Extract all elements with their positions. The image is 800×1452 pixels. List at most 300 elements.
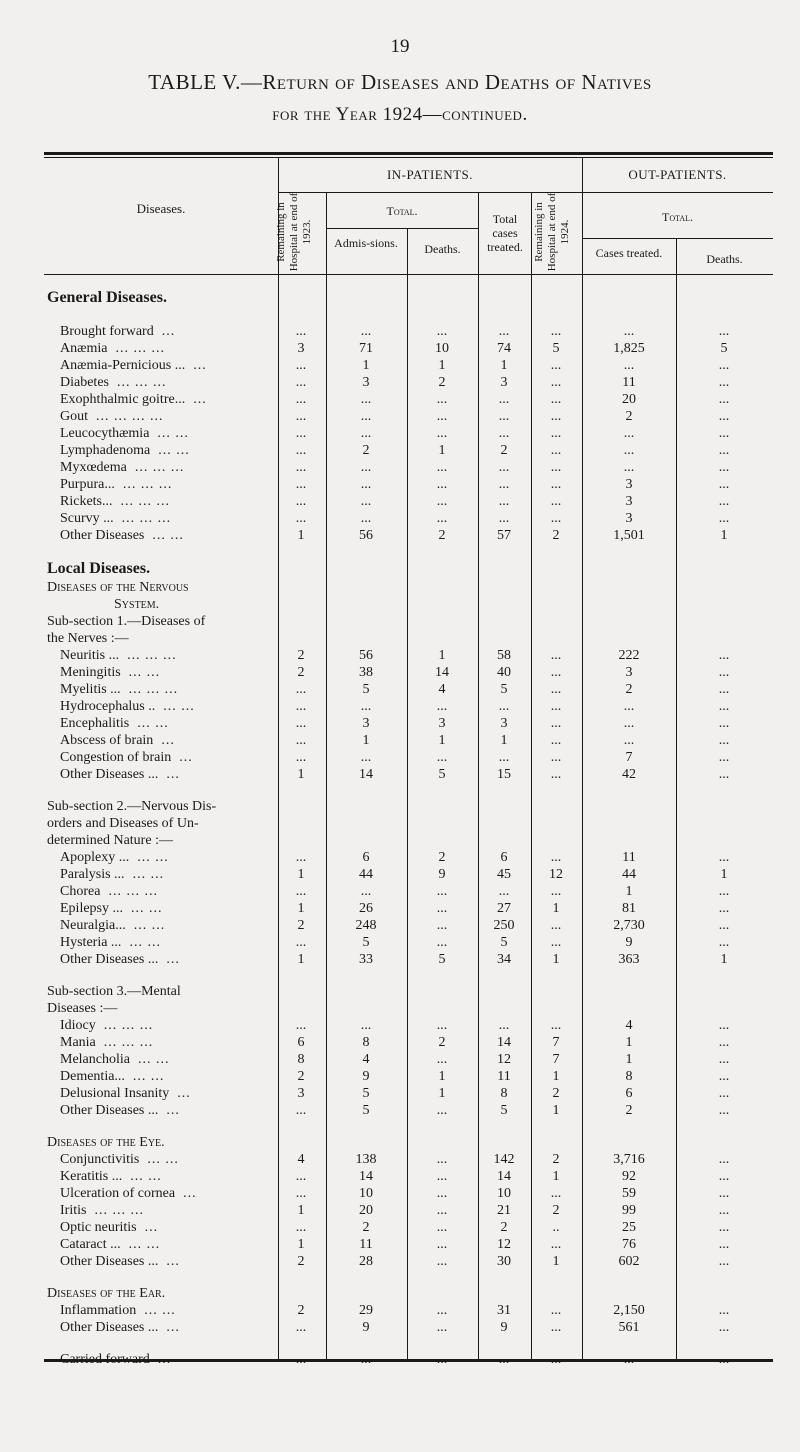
total-treated-cell: 9	[500, 1320, 508, 1335]
out-deaths-cell: ...	[718, 1052, 730, 1067]
deaths-cell: 9	[438, 867, 446, 882]
deaths-cell: ...	[436, 1103, 448, 1118]
table-row	[44, 935, 773, 952]
admissions-cell: ...	[360, 1018, 372, 1033]
admissions-cell: 29	[359, 1303, 373, 1318]
subsection-heading	[44, 816, 773, 833]
disease-name: Myxœdema	[60, 460, 127, 475]
disease-label	[60, 375, 166, 391]
out-deaths-cell: ...	[718, 884, 730, 899]
total-treated-cell: 27	[497, 901, 511, 916]
diseases-header: Diseases.	[136, 201, 186, 216]
out-patients-header: OUT-PATIENTS.	[628, 167, 727, 182]
subsection-heading	[44, 614, 773, 631]
remaining-1924-cell: ...	[550, 392, 562, 407]
disease-name: Rickets...	[60, 494, 113, 509]
leader-dots: ... ...	[157, 426, 189, 441]
leader-dots: ... ... ...	[120, 494, 170, 509]
remaining-1923-cell: 6	[297, 1035, 305, 1050]
table-row	[44, 1069, 773, 1086]
out-cases-cell: 3	[625, 477, 633, 492]
remaining-1923-cell: ...	[295, 1220, 307, 1235]
table-row	[44, 1237, 773, 1254]
remaining-1923-cell: ...	[295, 409, 307, 424]
remaining-1924-cell: 1	[552, 901, 560, 916]
subsection-heading	[44, 1286, 773, 1303]
deaths-cell: ...	[436, 409, 448, 424]
admissions-cell: 38	[359, 665, 373, 680]
out-cases-cell: ...	[623, 716, 635, 731]
deaths-cell: ...	[436, 884, 448, 899]
section-heading	[44, 289, 773, 306]
disease-label	[60, 443, 190, 459]
remaining-1924-cell: ...	[550, 460, 562, 475]
deaths-header: Deaths.	[424, 242, 461, 256]
total-treated-cell: ...	[498, 409, 510, 424]
header-bottom-rule	[44, 274, 773, 275]
leader-dots: ...	[193, 358, 207, 373]
remaining-1923-cell: ...	[295, 375, 307, 390]
remaining-1924-cell: 1	[552, 1103, 560, 1118]
remaining-1923-cell: 2	[297, 1069, 305, 1084]
leader-dots: ... ...	[131, 901, 163, 916]
table-row	[44, 358, 773, 375]
out-cases-cell: 3,716	[613, 1152, 645, 1167]
remaining-1923-cell: 1	[297, 528, 305, 543]
admissions-cell: ...	[360, 426, 372, 441]
disease-label	[60, 511, 171, 527]
admissions-cell: 2	[362, 443, 370, 458]
table-row	[44, 1186, 773, 1203]
out-cases-cell: 222	[618, 648, 640, 663]
disease-label	[60, 918, 165, 934]
out-deaths-cell: ...	[718, 1320, 730, 1335]
disease-label	[60, 1086, 191, 1102]
disease-label	[60, 1254, 180, 1270]
out-deaths-cell: ...	[718, 324, 730, 339]
admissions-cell: 9	[362, 1320, 370, 1335]
out-deaths-cell: 1	[720, 867, 728, 882]
total-treated-cell: ...	[498, 1352, 510, 1367]
in-patients-rule	[278, 192, 773, 193]
out-cases-cell: 2	[625, 1103, 633, 1118]
out-cases-cell: 602	[618, 1254, 640, 1269]
out-deaths-cell: ...	[718, 1352, 730, 1367]
out-cases-cell: 9	[625, 935, 633, 950]
disease-label	[60, 682, 178, 698]
remaining-1923-cell: ...	[295, 494, 307, 509]
remaining-1924-cell: ...	[550, 767, 562, 782]
disease-label	[60, 1237, 160, 1253]
remaining-1923-cell: ...	[295, 511, 307, 526]
out-deaths-cell: ...	[718, 358, 730, 373]
admissions-cell: 4	[362, 1052, 370, 1067]
out-deaths-cell: ...	[718, 850, 730, 865]
admissions-cell: 71	[359, 341, 373, 356]
disease-name: Keratitis ...	[60, 1169, 123, 1184]
disease-name: Dementia...	[60, 1069, 125, 1084]
deaths-cell: 2	[438, 850, 446, 865]
admissions-cell: ...	[360, 750, 372, 765]
out-cases-cell: ...	[623, 733, 635, 748]
out-deaths-cell: ...	[718, 511, 730, 526]
remaining-1923-cell: ...	[295, 1103, 307, 1118]
deaths-cell: ...	[436, 477, 448, 492]
table-row	[44, 1052, 773, 1069]
disease-name: Gout	[60, 409, 88, 424]
out-deaths-cell: ...	[718, 1254, 730, 1269]
disease-name: Lymphadenoma	[60, 443, 151, 458]
subsection-heading-text: System.	[114, 597, 160, 612]
table-row	[44, 867, 773, 884]
total-treated-cell: ...	[498, 699, 510, 714]
remaining-1923-cell: ...	[295, 477, 307, 492]
disease-name: Myelitis ...	[60, 682, 121, 697]
remaining-1924-header: Remaining in Hospital at end of 1924.	[533, 192, 571, 272]
remaining-1923-cell: 1	[297, 1237, 305, 1252]
admissions-cell: ...	[360, 460, 372, 475]
leader-dots: ... ... ...	[103, 1035, 154, 1050]
out-cases-cell: 363	[618, 952, 640, 967]
deaths-cell: 1	[438, 1069, 446, 1084]
deaths-cell: ...	[436, 1254, 448, 1269]
table-row	[44, 443, 773, 460]
total-treated-cell: 58	[497, 648, 511, 663]
remaining-1924-cell: ...	[550, 1303, 562, 1318]
table-row	[44, 901, 773, 918]
admissions-cell: 33	[359, 952, 373, 967]
deaths-cell: 2	[438, 528, 446, 543]
remaining-1924-cell: 5	[552, 341, 560, 356]
out-cases-cell: 76	[622, 1237, 636, 1252]
disease-label	[60, 952, 180, 968]
deaths-cell: 5	[438, 767, 446, 782]
deaths-cell: 5	[438, 952, 446, 967]
out-cases-cell: 1,825	[613, 341, 645, 356]
remaining-1923-cell: ...	[295, 426, 307, 441]
leader-dots: ... ...	[128, 1237, 161, 1252]
disease-name: Hysteria ...	[60, 935, 122, 950]
out-deaths-cell: 1	[720, 528, 728, 543]
disease-name: Melancholia	[60, 1052, 130, 1067]
deaths-cell: ...	[436, 1052, 448, 1067]
disease-name: Neuritis ...	[60, 648, 120, 663]
remaining-1923-cell: 1	[297, 901, 305, 916]
out-cases-cell: 3	[625, 511, 633, 526]
remaining-1923-cell: 2	[297, 1254, 305, 1269]
remaining-1923-cell: 2	[297, 1303, 305, 1318]
total-treated-cell: 1	[500, 733, 508, 748]
remaining-1923-cell: 3	[297, 341, 305, 356]
leader-dots: ... ...	[132, 867, 165, 882]
table-row	[44, 918, 773, 935]
leader-dots: ... ...	[158, 443, 190, 458]
leader-dots: ... ... ...	[116, 375, 167, 390]
table-row	[44, 716, 773, 733]
leader-dots: ... ...	[129, 935, 161, 950]
deaths-cell: 1	[438, 733, 446, 748]
disease-name: Mania	[60, 1035, 96, 1050]
remaining-1924-cell: 2	[552, 1203, 560, 1218]
leader-dots: ... ... ...	[128, 682, 179, 697]
subsection-heading-text: Diseases of the Eye.	[47, 1135, 165, 1150]
disease-label	[60, 1303, 176, 1319]
remaining-1924-cell: ...	[550, 733, 562, 748]
out-deaths-cell: ...	[718, 1018, 730, 1033]
disease-name: Paralysis ...	[60, 867, 125, 882]
admissions-cell: 2	[362, 1220, 370, 1235]
remaining-1923-cell: ...	[295, 1186, 307, 1201]
remaining-1923-cell: 2	[297, 648, 305, 663]
out-deaths-cell: ...	[718, 750, 730, 765]
total-treated-cell: 5	[500, 682, 508, 697]
leader-dots: ... ...	[137, 716, 169, 731]
admissions-cell: 5	[362, 682, 370, 697]
admissions-cell: 28	[359, 1254, 373, 1269]
table-row	[44, 648, 773, 665]
deaths-cell: ...	[436, 1152, 448, 1167]
out-cases-cell: 81	[622, 901, 636, 916]
out-total-subrule	[582, 238, 773, 239]
out-cases-cell: 1	[625, 1035, 633, 1050]
leader-dots: ... ... ...	[108, 884, 158, 899]
disease-label	[60, 733, 175, 749]
total-treated-cell: 14	[497, 1035, 511, 1050]
disease-label	[60, 426, 189, 442]
deaths-cell: ...	[436, 1203, 448, 1218]
disease-label	[60, 1035, 153, 1051]
deaths-cell: ...	[436, 460, 448, 475]
out-cases-cell: 8	[625, 1069, 633, 1084]
out-cases-cell: 2	[625, 409, 633, 424]
out-cases-cell: ...	[623, 460, 635, 475]
deaths-cell: ...	[436, 392, 448, 407]
total-treated-cell: 14	[497, 1169, 511, 1184]
out-deaths-cell: ...	[718, 1169, 730, 1184]
table-row	[44, 1203, 773, 1220]
leader-dots: ...	[166, 952, 180, 967]
leader-dots: ... ... ...	[115, 341, 165, 356]
out-deaths-cell: ...	[718, 716, 730, 731]
subsection-heading	[44, 580, 773, 597]
disease-label	[60, 1220, 158, 1236]
leader-dots: ...	[179, 750, 193, 765]
admissions-cell: 8	[362, 1035, 370, 1050]
disease-label	[60, 750, 193, 766]
out-cases-cell: 6	[625, 1086, 633, 1101]
disease-label	[60, 1103, 180, 1119]
admissions-cell: ...	[360, 1352, 372, 1367]
remaining-1923-cell: 2	[297, 665, 305, 680]
disease-name: Scurvy ...	[60, 511, 114, 526]
subsection-heading-text: Sub-section 3.—Mental	[47, 984, 181, 999]
disease-name: Anæmia	[60, 341, 108, 356]
out-deaths-cell: ...	[718, 918, 730, 933]
disease-name: Other Diseases ...	[60, 952, 159, 967]
admissions-cell: 5	[362, 1086, 370, 1101]
disease-name: Brought forward	[60, 324, 154, 339]
admissions-cell: 248	[355, 918, 377, 933]
top-border-thin	[44, 157, 773, 158]
deaths-cell: 1	[438, 443, 446, 458]
table-row	[44, 528, 773, 545]
remaining-1924-cell: 7	[552, 1052, 560, 1067]
out-cases-cell: ...	[623, 426, 635, 441]
disease-label	[60, 867, 164, 883]
out-deaths-cell: ...	[718, 409, 730, 424]
out-cases-cell: 2	[625, 682, 633, 697]
out-deaths-cell: ...	[718, 901, 730, 916]
leader-dots: ... ...	[133, 918, 166, 933]
table-row	[44, 324, 773, 341]
out-deaths-cell: ...	[718, 375, 730, 390]
leader-dots: ... ... ...	[127, 648, 177, 663]
out-deaths-cell: ...	[718, 1152, 730, 1167]
admissions-cell: ...	[360, 392, 372, 407]
remaining-1924-cell: 1	[552, 1069, 560, 1084]
total-treated-cell: 34	[497, 952, 511, 967]
leader-dots: ...	[166, 1320, 180, 1335]
admissions-cell: 56	[359, 648, 373, 663]
subsection-heading-text: determined Nature :—	[47, 833, 173, 848]
subsection-heading-text: Diseases :—	[47, 1001, 118, 1016]
table-row	[44, 392, 773, 409]
deaths-cell: ...	[436, 699, 448, 714]
remaining-1923-cell: 8	[297, 1052, 305, 1067]
disease-name: Conjunctivitis	[60, 1152, 140, 1167]
disease-label	[60, 1320, 180, 1336]
disease-label	[60, 392, 207, 408]
admissions-cell: ...	[360, 699, 372, 714]
remaining-1923-cell: 2	[297, 918, 305, 933]
deaths-cell: ...	[436, 426, 448, 441]
leader-dots: ...	[183, 1186, 197, 1201]
remaining-1923-cell: 1	[297, 867, 305, 882]
disease-label	[60, 460, 184, 476]
out-deaths-cell: ...	[718, 1237, 730, 1252]
remaining-1923-cell: ...	[295, 884, 307, 899]
subsection-heading	[44, 1001, 773, 1018]
out-cases-cell: 59	[622, 1186, 636, 1201]
table-row	[44, 750, 773, 767]
total-treated-cell: ...	[498, 511, 510, 526]
remaining-1924-cell: ...	[550, 1352, 562, 1367]
admissions-cell: 6	[362, 850, 370, 865]
remaining-1924-cell: ...	[550, 665, 562, 680]
total-treated-cell: ...	[498, 494, 510, 509]
disease-label	[60, 341, 165, 357]
admissions-cell: 138	[355, 1152, 377, 1167]
disease-name: Encephalitis	[60, 716, 130, 731]
admissions-cell: 5	[362, 1103, 370, 1118]
total-treated-cell: ...	[498, 1018, 510, 1033]
disease-name: Diabetes	[60, 375, 109, 390]
disease-name: Epilepsy ...	[60, 901, 123, 916]
remaining-1924-cell: ...	[550, 1186, 562, 1201]
disease-name: Hydrocephalus ..	[60, 699, 156, 714]
remaining-1924-cell: ...	[550, 1018, 562, 1033]
admissions-cell: 1	[362, 733, 370, 748]
out-cases-cell: 20	[622, 392, 636, 407]
total-treated-cell: 74	[497, 341, 511, 356]
remaining-1923-cell: 3	[297, 1086, 305, 1101]
total-treated-cell: 15	[497, 767, 511, 782]
leader-dots: ... ...	[163, 699, 195, 714]
deaths-cell: 2	[438, 375, 446, 390]
subsection-heading	[44, 799, 773, 816]
subsection-heading-text: Diseases of the Ear.	[47, 1286, 166, 1301]
total-treated-cell: ...	[498, 460, 510, 475]
disease-label	[60, 884, 158, 900]
total-treated-cell: ...	[498, 392, 510, 407]
leader-dots: ... ...	[152, 528, 184, 543]
disease-label	[60, 1203, 144, 1219]
disease-name: Cataract ...	[60, 1237, 121, 1252]
out-deaths-cell: ...	[718, 767, 730, 782]
disease-name: Meningitis	[60, 665, 121, 680]
remaining-1924-cell: ...	[550, 935, 562, 950]
leader-dots: ...	[157, 1352, 172, 1367]
disease-name: Other Diseases ...	[60, 1103, 159, 1118]
table-row	[44, 1303, 773, 1320]
subsection-heading-text: Diseases of the Nervous	[47, 580, 189, 595]
total-treated-cell: 2	[500, 443, 508, 458]
section-heading	[44, 560, 773, 577]
remaining-1923-cell: 1	[297, 952, 305, 967]
out-cases-cell: ...	[623, 443, 635, 458]
remaining-1924-cell: ...	[550, 358, 562, 373]
total-header: Total.	[386, 204, 418, 218]
total-treated-cell: ...	[498, 324, 510, 339]
out-deaths-cell: ...	[718, 460, 730, 475]
total-treated-cell: 12	[497, 1052, 511, 1067]
out-cases-cell: 99	[622, 1203, 636, 1218]
disease-label	[60, 494, 170, 510]
disease-name: Other Diseases ...	[60, 1320, 159, 1335]
disease-name: Neuralgia...	[60, 918, 126, 933]
remaining-1923-cell: ...	[295, 1018, 307, 1033]
admissions-cell: ...	[360, 494, 372, 509]
table-row	[44, 733, 773, 750]
remaining-1923-cell: ...	[295, 682, 307, 697]
table-row	[44, 884, 773, 901]
deaths-cell: ...	[436, 511, 448, 526]
total-treated-cell: 6	[500, 850, 508, 865]
leader-dots: ... ... ...	[134, 460, 185, 475]
subsection-heading	[44, 631, 773, 648]
total-treated-cell: 31	[497, 1303, 511, 1318]
disease-label	[60, 1352, 171, 1368]
remaining-1924-cell: ...	[550, 375, 562, 390]
table-row	[44, 494, 773, 511]
remaining-1924-cell: ...	[550, 477, 562, 492]
disease-name: Optic neuritis	[60, 1220, 137, 1235]
out-deaths-cell: ...	[718, 699, 730, 714]
table-row	[44, 1169, 773, 1186]
remaining-1924-cell: 1	[552, 1169, 560, 1184]
subsection-heading-text: orders and Diseases of Un-	[47, 816, 199, 831]
table-row	[44, 426, 773, 443]
remaining-1923-cell: ...	[295, 716, 307, 731]
disease-name: Ulceration of cornea	[60, 1186, 176, 1201]
disease-label	[60, 358, 207, 374]
disease-label	[60, 716, 169, 732]
disease-label	[60, 409, 164, 425]
leader-dots: ...	[166, 767, 180, 782]
out-cases-cell: 11	[622, 850, 636, 865]
table-row	[44, 511, 773, 528]
out-cases-cell: 7	[625, 750, 633, 765]
